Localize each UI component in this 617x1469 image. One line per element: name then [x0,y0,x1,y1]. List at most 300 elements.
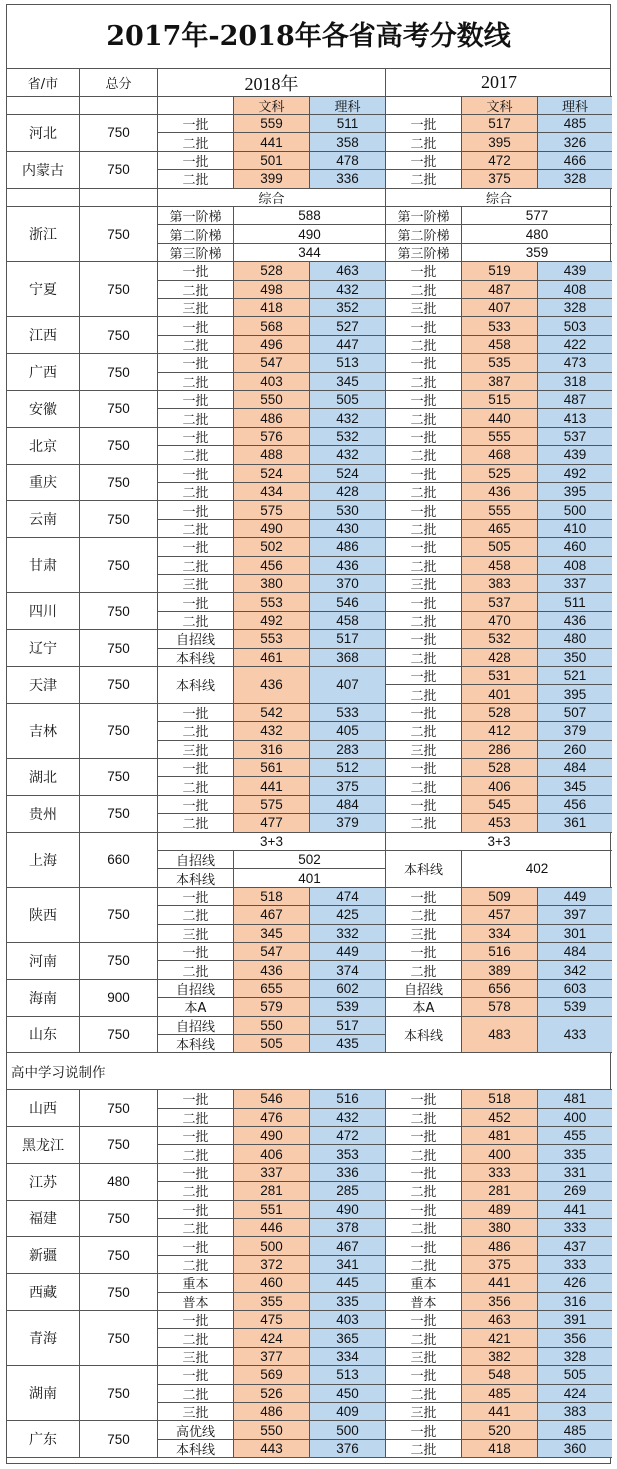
wenke-score-2017: 535 [462,354,538,372]
batch-label-2018: 一批 [158,262,234,280]
batch-label-2018: 第三阶梯 [158,244,234,262]
like-score-2017: 333 [538,1256,612,1274]
batch-label-2018: 三批 [158,1348,234,1366]
like-score-2018: 436 [310,557,386,575]
wenke-score-2018: 380 [234,575,310,593]
province-name: 新疆 [7,1237,80,1274]
batch-label-2018: 二批 [158,1145,234,1163]
like-score-2017: 397 [538,906,612,924]
batch-label-2017: 一批 [386,354,462,372]
table-title: 2017年-2018年各省高考分数线 [7,5,610,69]
wenke-score-2018: 441 [234,777,310,795]
batch-label-2018: 一批 [158,1090,234,1108]
wenke-score-2017: 481 [462,1127,538,1145]
batch-label-2017: 一批 [386,115,462,133]
like-score-2018: 472 [310,1127,386,1145]
like-score-2017: 360 [538,1440,612,1458]
province-total: 750 [80,667,158,704]
wenke-score-2018: 432 [234,722,310,740]
province-total: 750 [80,207,158,262]
like-score-2017: 500 [538,501,612,519]
wenke-score-2017: 458 [462,557,538,575]
batch-label-2018: 一批 [158,704,234,722]
province-total: 750 [80,391,158,428]
batch-label-2018: 本科线 [158,1035,234,1053]
like-score-2017: 361 [538,814,612,832]
batch-label-2017: 一批 [386,888,462,906]
batch-label-2017: 二批 [386,557,462,575]
like-score-2017: 433 [538,1017,612,1054]
batch-label-2018: 二批 [158,612,234,630]
like-score-2017: 379 [538,722,612,740]
score-2017: 359 [462,244,612,262]
batch-label-2017: 三批 [386,925,462,943]
batch-label-2017: 二批 [386,281,462,299]
like-score-2017: 521 [538,667,612,685]
batch-label-2017: 二批 [386,612,462,630]
wenke-score-2018: 501 [234,152,310,170]
like-score-2018: 486 [310,538,386,556]
batch-label-2017: 二批 [386,1145,462,1163]
batch-label-2018: 二批 [158,1256,234,1274]
wenke-score-2018: 434 [234,483,310,501]
batch-label-2017: 一批 [386,1237,462,1255]
wenke-score-2017: 286 [462,741,538,759]
batch-label-2017: 二批 [386,336,462,354]
batch-label-2017: 二批 [386,722,462,740]
wenke-score-2018: 446 [234,1219,310,1237]
like-score-2018: 365 [310,1329,386,1347]
wenke-score-2017: 487 [462,281,538,299]
wenke-score-2017: 421 [462,1329,538,1347]
like-score-2017: 391 [538,1311,612,1329]
batch-label-2017: 重本 [386,1274,462,1292]
province-name: 北京 [7,428,80,465]
batch-label-2018: 重本 [158,1274,234,1292]
like-score-2017: 455 [538,1127,612,1145]
like-score-2018: 425 [310,906,386,924]
like-score-2017: 424 [538,1385,612,1403]
wenke-score-2018: 550 [234,391,310,409]
wenke-score-2018: 500 [234,1237,310,1255]
batch-label-2017: 一批 [386,593,462,611]
batch-label-2017: 三批 [386,1348,462,1366]
like-score-2018: 358 [310,133,386,151]
batch-label-2017: 二批 [386,170,462,188]
like-score-2017: 269 [538,1182,612,1200]
wenke-score-2018: 579 [234,998,310,1016]
wenke-score-2018: 561 [234,759,310,777]
like-score-2017: 383 [538,1403,612,1421]
batch-label-2017: 二批 [386,1109,462,1127]
province-name: 安徽 [7,391,80,428]
batch-label-2018: 第二阶梯 [158,225,234,243]
wenke-score-2017: 465 [462,520,538,538]
batch-label-2018: 第一阶梯 [158,207,234,225]
like-score-2017: 400 [538,1109,612,1127]
blank-cell [386,97,462,115]
like-score-2018: 376 [310,1440,386,1458]
province-total: 750 [80,943,158,980]
wenke-score-2017: 517 [462,115,538,133]
like-score-2017: 487 [538,391,612,409]
province-total: 750 [80,1311,158,1366]
like-score-2017: 507 [538,704,612,722]
batch-label-2017: 二批 [386,373,462,391]
like-score-2018: 505 [310,391,386,409]
batch-label-2018: 三批 [158,1403,234,1421]
wenke-score-2018: 456 [234,557,310,575]
like-score-2017: 539 [538,998,612,1016]
wenke-score-2017: 453 [462,814,538,832]
batch-label-2017: 本科线 [386,1017,462,1054]
like-score-2017: 480 [538,630,612,648]
wenke-score-2018: 575 [234,501,310,519]
like-score-2018: 517 [310,1017,386,1035]
batch-label-2017: 二批 [386,906,462,924]
wenke-score-2018: 490 [234,520,310,538]
wenke-score-2018: 443 [234,1440,310,1458]
batch-label-2018: 一批 [158,943,234,961]
like-score-2017: 408 [538,281,612,299]
province-total: 750 [80,317,158,354]
batch-label-2018: 高优线 [158,1421,234,1439]
batch-label-2018: 一批 [158,1237,234,1255]
wenke-score-2018: 546 [234,1090,310,1108]
like-score-2017: 466 [538,152,612,170]
like-score-2018: 458 [310,612,386,630]
province-name: 西藏 [7,1274,80,1311]
wenke-score-2017: 458 [462,336,538,354]
province-name: 山东 [7,1017,80,1054]
wenke-score-2017: 389 [462,961,538,979]
like-score-2017: 441 [538,1201,612,1219]
column-header-total: 总分 [80,69,158,97]
province-total: 750 [80,354,158,391]
batch-label-2018: 一批 [158,1366,234,1384]
wenke-score-2018: 553 [234,593,310,611]
wenke-score-2018: 281 [234,1182,310,1200]
province-total: 900 [80,980,158,1017]
wenke-score-2017: 400 [462,1145,538,1163]
batch-label-2018: 二批 [158,1182,234,1200]
province-name: 上海 [7,833,80,888]
batch-label-2018: 一批 [158,428,234,446]
like-score-2018: 530 [310,501,386,519]
batch-label-2018: 二批 [158,483,234,501]
batch-label-2017: 一批 [386,152,462,170]
batch-label-2017: 二批 [386,1219,462,1237]
batch-label-2017: 一批 [386,1201,462,1219]
wenke-score-2018: 441 [234,133,310,151]
like-score-2018: 511 [310,115,386,133]
wenke-score-2018: 576 [234,428,310,446]
like-score-2017: 350 [538,649,612,667]
province-name: 河北 [7,115,80,152]
like-score-2018: 336 [310,170,386,188]
province-name: 青海 [7,1311,80,1366]
wenke-score-2017: 380 [462,1219,538,1237]
wenke-score-2017: 356 [462,1293,538,1311]
like-score-2017: 449 [538,888,612,906]
province-total: 750 [80,152,158,189]
province-name: 云南 [7,501,80,538]
province-total: 750 [80,704,158,759]
batch-label-2018: 自招线 [158,630,234,648]
batch-label-2018: 一批 [158,1127,234,1145]
batch-label-2017: 一批 [386,667,462,685]
batch-label-2018: 一批 [158,501,234,519]
score-table [6,4,611,1464]
wenke-score-2018: 406 [234,1145,310,1163]
subheader-wenke-2018: 文科 [234,97,310,115]
wenke-score-2017: 401 [462,685,538,703]
like-score-2018: 524 [310,465,386,483]
score-2018: 502 [234,851,386,869]
like-score-2017: 439 [538,262,612,280]
batch-label-2018: 三批 [158,741,234,759]
wenke-score-2017: 457 [462,906,538,924]
batch-label-2017: 本科线 [386,851,462,888]
wenke-score-2018: 498 [234,281,310,299]
like-score-2018: 490 [310,1201,386,1219]
wenke-score-2017: 532 [462,630,538,648]
batch-label-2017: 一批 [386,943,462,961]
wenke-score-2018: 492 [234,612,310,630]
wenke-score-2018: 526 [234,1385,310,1403]
batch-label-2017: 一批 [386,317,462,335]
wenke-score-2017: 545 [462,796,538,814]
province-name: 重庆 [7,465,80,502]
wenke-score-2018: 488 [234,446,310,464]
province-total: 750 [80,1274,158,1311]
batch-label-2018: 一批 [158,152,234,170]
province-total: 660 [80,833,158,888]
like-score-2018: 374 [310,961,386,979]
province-name: 湖北 [7,759,80,796]
like-score-2017: 410 [538,520,612,538]
batch-label-2017: 一批 [386,501,462,519]
batch-label-2018: 二批 [158,520,234,538]
like-score-2017: 301 [538,925,612,943]
zhejiang-header-2018: 综合 [158,189,386,207]
like-score-2017: 318 [538,373,612,391]
wenke-score-2018: 486 [234,1403,310,1421]
batch-label-2018: 一批 [158,888,234,906]
province-name: 陕西 [7,888,80,943]
shanghai-header-2018: 3+3 [158,833,386,851]
wenke-score-2018: 547 [234,354,310,372]
wenke-score-2017: 656 [462,980,538,998]
like-score-2017: 345 [538,777,612,795]
like-score-2018: 478 [310,152,386,170]
wenke-score-2017: 489 [462,1201,538,1219]
wenke-score-2017: 383 [462,575,538,593]
batch-label-2017: 一批 [386,1311,462,1329]
batch-label-2017: 一批 [386,1127,462,1145]
wenke-score-2017: 375 [462,170,538,188]
province-total: 750 [80,115,158,152]
batch-label-2017: 第一阶梯 [386,207,462,225]
batch-label-2018: 二批 [158,961,234,979]
batch-label-2017: 一批 [386,759,462,777]
batch-label-2017: 一批 [386,1366,462,1384]
like-score-2018: 500 [310,1421,386,1439]
like-score-2017: 473 [538,354,612,372]
batch-label-2018: 二批 [158,1219,234,1237]
batch-label-2017: 一批 [386,391,462,409]
like-score-2017: 395 [538,685,612,703]
batch-label-2018: 二批 [158,722,234,740]
wenke-score-2018: 475 [234,1311,310,1329]
batch-label-2017: 二批 [386,1256,462,1274]
like-score-2018: 513 [310,1366,386,1384]
province-name: 宁夏 [7,262,80,317]
source-note: 高中学习说制作 [7,1053,612,1090]
wenke-score-2017: 520 [462,1421,538,1439]
batch-label-2017: 二批 [386,649,462,667]
like-score-2017: 481 [538,1090,612,1108]
batch-label-2017: 普本 [386,1293,462,1311]
like-score-2017: 456 [538,796,612,814]
province-name: 天津 [7,667,80,704]
batch-label-2018: 二批 [158,1329,234,1347]
batch-label-2017: 一批 [386,630,462,648]
like-score-2018: 378 [310,1219,386,1237]
batch-label-2017: 一批 [386,538,462,556]
wenke-score-2018: 345 [234,925,310,943]
wenke-score-2017: 334 [462,925,538,943]
wenke-score-2017: 528 [462,704,538,722]
province-total: 750 [80,630,158,667]
subheader-wenke-2017: 文科 [462,97,538,115]
like-score-2017: 326 [538,133,612,151]
like-score-2018: 430 [310,520,386,538]
batch-label-2018: 一批 [158,796,234,814]
like-score-2017: 484 [538,759,612,777]
wenke-score-2017: 463 [462,1311,538,1329]
wenke-score-2018: 518 [234,888,310,906]
wenke-score-2017: 281 [462,1182,538,1200]
wenke-score-2017: 537 [462,593,538,611]
zhejiang-header-2017: 综合 [386,189,612,207]
wenke-score-2018: 490 [234,1127,310,1145]
like-score-2017: 505 [538,1366,612,1384]
like-score-2018: 517 [310,630,386,648]
wenke-score-2017: 531 [462,667,538,685]
subheader-like-2017: 理科 [538,97,612,115]
column-header-2018: 2018年 [158,69,386,97]
batch-label-2018: 二批 [158,1385,234,1403]
like-score-2018: 283 [310,741,386,759]
batch-label-2018: 二批 [158,906,234,924]
province-name: 吉林 [7,704,80,759]
like-score-2017: 408 [538,557,612,575]
batch-label-2017: 二批 [386,961,462,979]
batch-label-2017: 第三阶梯 [386,244,462,262]
province-name: 黑龙江 [7,1127,80,1164]
like-score-2017: 492 [538,465,612,483]
wenke-score-2017: 485 [462,1385,538,1403]
wenke-score-2017: 548 [462,1366,538,1384]
batch-label-2017: 二批 [386,1182,462,1200]
batch-label-2017: 二批 [386,685,462,703]
wenke-score-2018: 377 [234,1348,310,1366]
wenke-score-2017: 533 [462,317,538,335]
like-score-2018: 335 [310,1293,386,1311]
wenke-score-2018: 486 [234,409,310,427]
wenke-score-2017: 418 [462,1440,538,1458]
province-total: 750 [80,796,158,833]
batch-label-2017: 二批 [386,446,462,464]
batch-label-2018: 自招线 [158,1017,234,1035]
blank-cell [80,97,158,115]
wenke-score-2017: 406 [462,777,538,795]
batch-label-2018: 二批 [158,336,234,354]
like-score-2018: 285 [310,1182,386,1200]
batch-label-2017: 一批 [386,704,462,722]
like-score-2017: 335 [538,1145,612,1163]
wenke-score-2017: 516 [462,943,538,961]
batch-label-2017: 第二阶梯 [386,225,462,243]
score-2018: 588 [234,207,386,225]
batch-label-2018: 二批 [158,1109,234,1127]
wenke-score-2017: 333 [462,1164,538,1182]
batch-label-2018: 二批 [158,446,234,464]
province-total: 750 [80,759,158,796]
wenke-score-2018: 436 [234,667,310,704]
wenke-score-2017: 470 [462,612,538,630]
wenke-score-2018: 550 [234,1421,310,1439]
like-score-2018: 353 [310,1145,386,1163]
batch-label-2018: 三批 [158,299,234,317]
like-score-2018: 407 [310,667,386,704]
like-score-2018: 513 [310,354,386,372]
wenke-score-2018: 569 [234,1366,310,1384]
score-2017: 480 [462,225,612,243]
batch-label-2017: 一批 [386,1090,462,1108]
wenke-score-2017: 555 [462,501,538,519]
wenke-score-2017: 395 [462,133,538,151]
province-total: 750 [80,1090,158,1127]
like-score-2017: 603 [538,980,612,998]
province-total: 750 [80,262,158,317]
batch-label-2017: 三批 [386,1403,462,1421]
province-total: 750 [80,1421,158,1458]
province-total: 750 [80,1366,158,1421]
batch-label-2017: 二批 [386,483,462,501]
province-name: 福建 [7,1201,80,1238]
like-score-2018: 432 [310,446,386,464]
batch-label-2017: 二批 [386,1385,462,1403]
like-score-2017: 439 [538,446,612,464]
like-score-2017: 422 [538,336,612,354]
batch-label-2018: 二批 [158,814,234,832]
wenke-score-2018: 477 [234,814,310,832]
province-name: 湖南 [7,1366,80,1421]
batch-label-2018: 一批 [158,354,234,372]
like-score-2018: 463 [310,262,386,280]
wenke-score-2018: 436 [234,961,310,979]
like-score-2018: 336 [310,1164,386,1182]
wenke-score-2018: 502 [234,538,310,556]
wenke-score-2018: 550 [234,1017,310,1035]
batch-label-2018: 一批 [158,1201,234,1219]
wenke-score-2017: 436 [462,483,538,501]
batch-label-2018: 普本 [158,1293,234,1311]
wenke-score-2017: 578 [462,998,538,1016]
wenke-score-2017: 382 [462,1348,538,1366]
